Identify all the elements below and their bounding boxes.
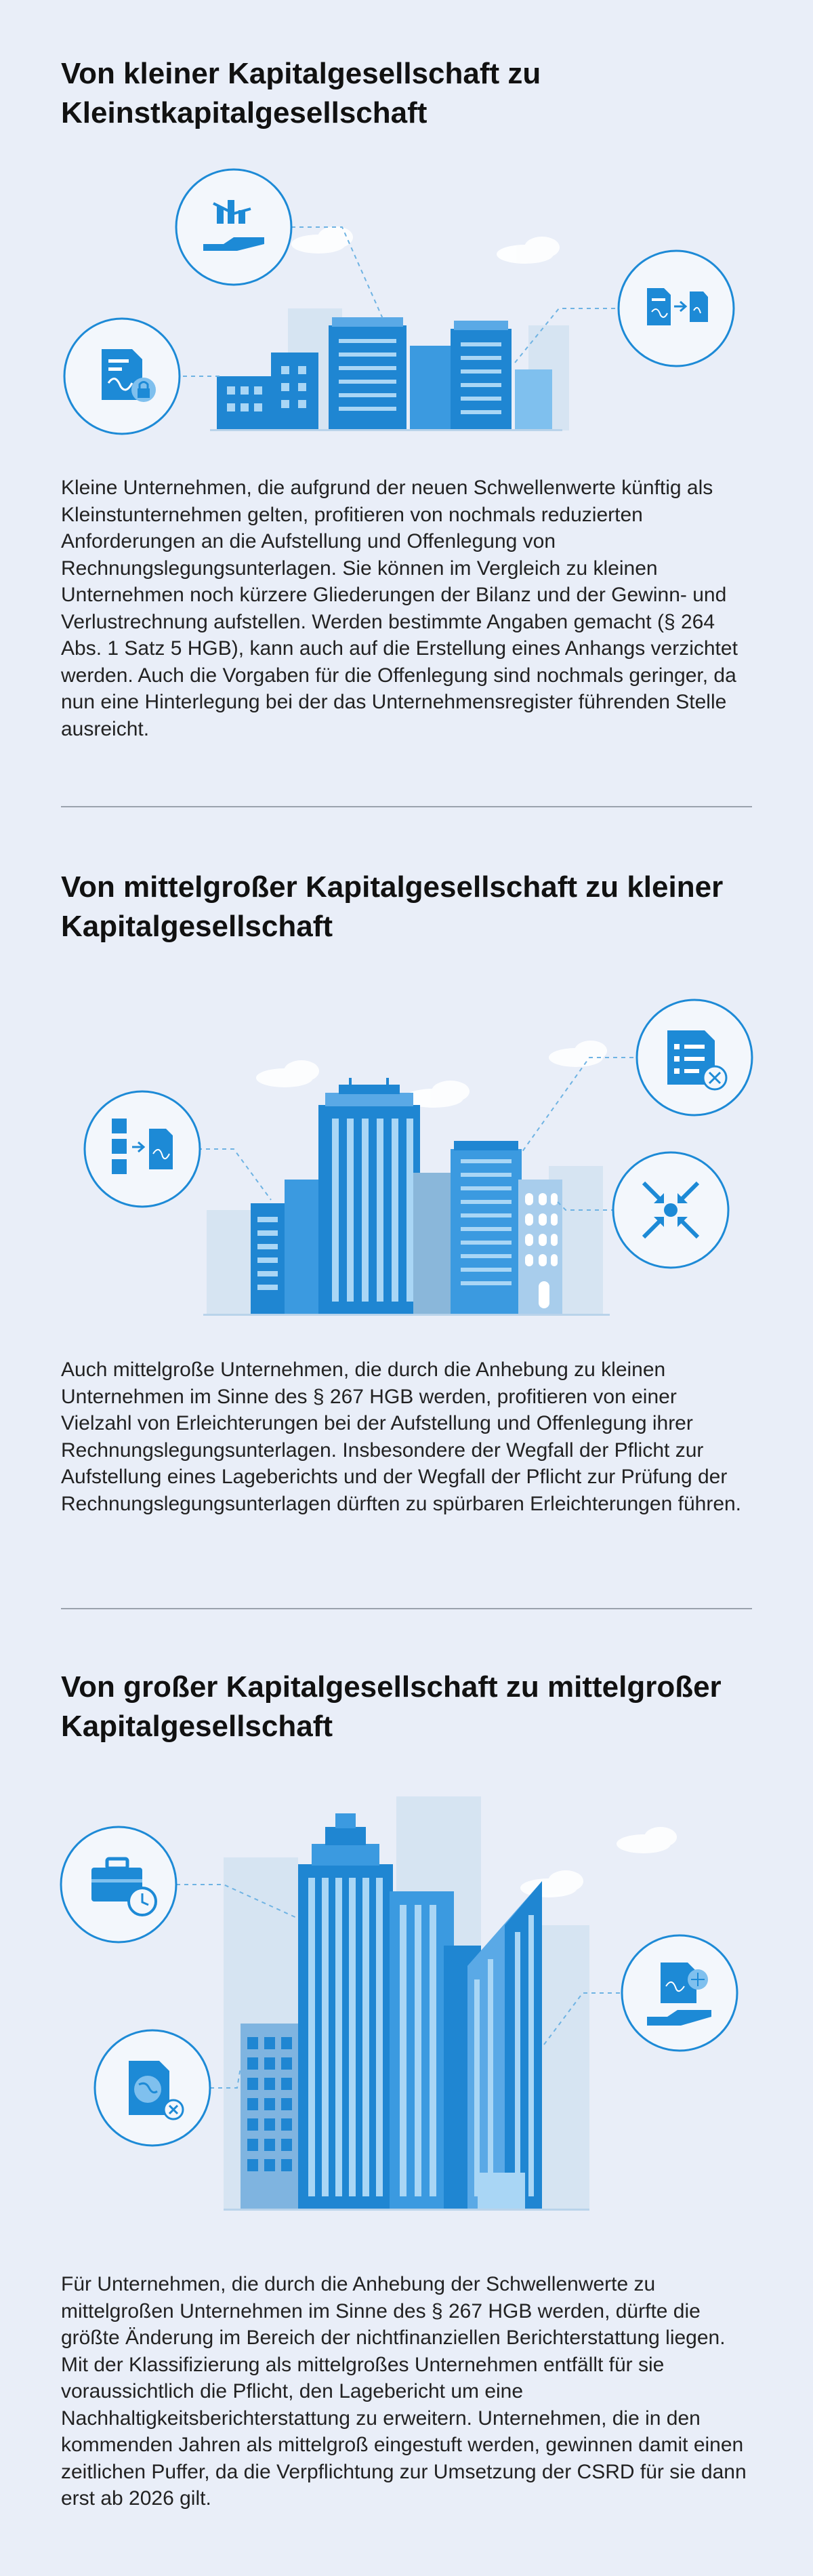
globe-document-remove-icon <box>95 2030 210 2146</box>
section-2 <box>61 868 752 946</box>
document-list-remove-icon <box>637 1000 752 1115</box>
section-3-title: Von großer Kapitalgesellschaft zu mittelgroßer Kapitalgesellschaft <box>61 1670 722 1743</box>
section-3-text: Für Unternehmen, die durch die Anhebung der Schwellenwerte zu mittelgroßen Unternehmen im Sinne des § 267 HGB werden, dürfte die größte Änderung im Bereich der nichtfinanziellen Berichterstattung liegen. Mit der Klassifizierung als mittelgroßes Unternehmen entfällt für sie voraussichtlich die Pflicht, den Lagebericht um eine Nachhaltigkeitsberichterstattung zu erweitern. Unternehmen, die in den kommenden Jahren als mittelgroß eingestuft werden, gewinnen damit einen zeitlichen Puffer, da die Verpflichtung zur Umsetzung der CSRD für sie dann erst ab 2026 gilt. <box>61 2273 747 2510</box>
document-lock-icon <box>64 319 180 434</box>
section-1-text: Kleine Unternehmen, die aufgrund der neuen Schwellenwerte künftig als Kleinstunternehmen gelten, profitieren von nochmals reduzierten Anforderungen an die Aufstellung und Offenlegung von Rechnungslegungsunterlagen. Sie können im Vergleich zu kleinen Unternehmen noch kürzere Gliederungen der Bilanz und der Gewinn- und Verlustrechnung aufstellen. Werden bestimmte Angaben gemacht (§ 264 Abs. 1 Satz 5 HGB), kann auch auf die Erstellung eines Anhangs verzichtet werden. Auch die Vorgaben für die Offenlegung sind nochmals geringer, da nun eine Hinterlegung bei der das Unternehmensregister führenden Stelle ausreicht. <box>61 477 738 740</box>
section-2-illustration <box>0 976 813 1329</box>
section-3 <box>61 1668 752 1746</box>
section-2-body <box>61 1356 752 1517</box>
document-hand-icon <box>622 1935 737 2051</box>
section-3-illustration <box>0 1776 813 2237</box>
divider-1 <box>61 806 752 807</box>
documents-transfer-icon <box>619 251 734 366</box>
section-3-body <box>61 2271 752 2512</box>
buildings-group-1 <box>217 317 552 430</box>
section-2-text: Auch mittelgroße Unternehmen, die durch die Anhebung zu kleinen Unternehmen im Sinne des § 267 HGB werden, profitieren von einer Vielzahl von Erleichterungen bei der Aufstellung und Offenlegung ihrer Rechnungslegungsunterlagen. Insbesondere der Wegfall der Pflicht zur Aufstellung eines Lageberichts und der Wegfall der Pflicht zur Prüfung der Rechnungslegungsunterlagen dürften zu spürbaren Erleichterungen führen. <box>61 1359 742 1515</box>
chart-hand-icon <box>176 169 291 285</box>
briefcase-clock-icon <box>61 1827 176 1942</box>
section-1-illustration <box>0 156 813 447</box>
section-1-title: Von kleiner Kapitalgesellschaft zu Kleinstkapitalgesellschaft <box>61 57 541 129</box>
divider-2 <box>61 1608 752 1609</box>
documents-merge-icon <box>85 1091 200 1207</box>
section-1-body <box>61 475 752 742</box>
section-2-title: Von mittelgroßer Kapitalgesellschaft zu kleiner Kapitalgesellschaft <box>61 870 724 943</box>
section-1 <box>61 54 752 133</box>
shrink-arrows-icon <box>613 1152 728 1268</box>
